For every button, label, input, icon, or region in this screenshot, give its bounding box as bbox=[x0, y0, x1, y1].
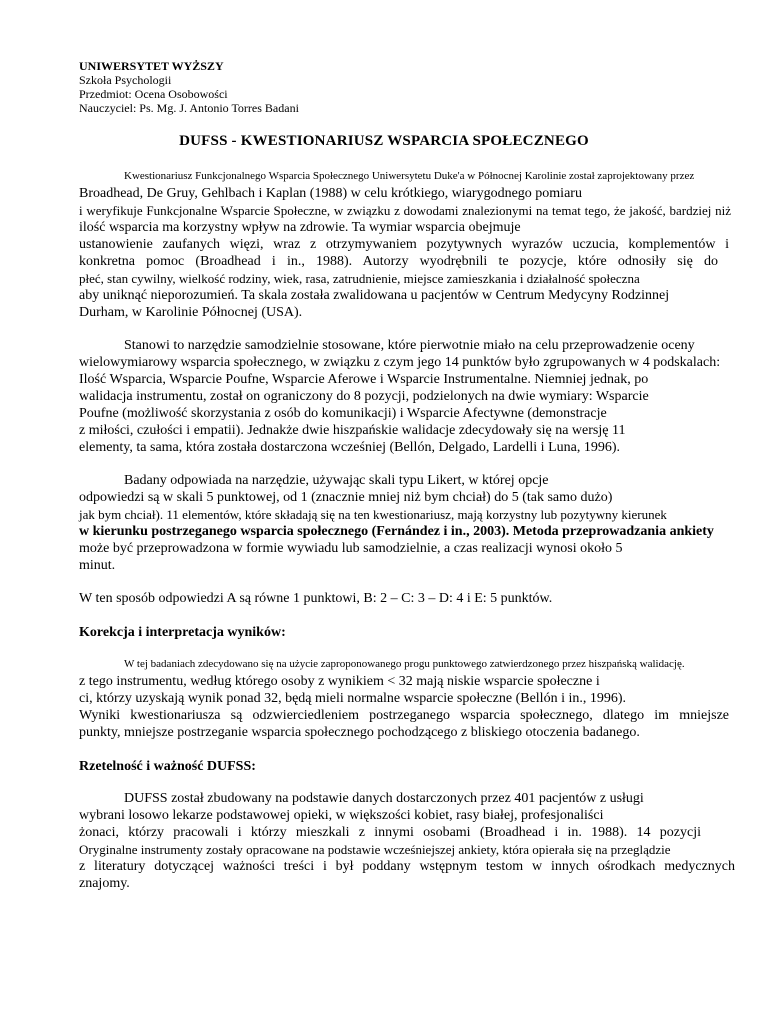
paragraph-5-line: punkty, mniejsze postrzeganie wsparcia społecznego pochodzącego z bliskiego otoczenia badanego. bbox=[79, 725, 640, 740]
paragraph-1-line: płeć, stan cywilny, wielkość rodziny, wiek, rasa, zatrudnienie, miejsce zamieszkania i działalność społeczna bbox=[79, 271, 640, 286]
section-heading-reliability: Rzetelność i ważność DUFSS: bbox=[79, 759, 256, 774]
header-school: Szkoła Psychologii bbox=[79, 73, 172, 87]
header-university: UNIWERSYTET WYŻSZY bbox=[79, 59, 224, 73]
paragraph-1-line: konkretna pomoc (Broadhead i in., 1988). Autorzy wyodrębnili te pozycje, które odnosiły się do bbox=[79, 254, 718, 269]
paragraph-1-line: ustanowienie zaufanych więzi, wraz z otrzymywaniem pozytywnych wyrazów uczucia, komplementów i bbox=[79, 237, 729, 252]
paragraph-2-line: Poufne (możliwość skorzystania z osób do komunikacji) i Wsparcie Afectywne (demonstracje bbox=[79, 406, 607, 421]
paragraph-1-line: Kwestionariusz Funkcjonalnego Wsparcia Społecznego Uniwersytetu Duke'a w Północnej Karolinie został zaprojektowany przez bbox=[124, 170, 695, 182]
paragraph-6-line: znajomy. bbox=[79, 876, 130, 891]
paragraph-5-line: W tej badaniach zdecydowano się na użycie zaproponowanego progu punktowego zatwierdzonego przez hiszpańską walidację. bbox=[124, 658, 685, 670]
paragraph-6-line: Oryginalne instrumenty zostały opracowane na podstawie wcześniejszej ankiety, która opierała się na przeglądzie bbox=[79, 842, 671, 857]
paragraph-2-line: Ilość Wsparcia, Wsparcie Poufne, Wsparcie Aferowe i Wsparcie Instrumentalne. Niemniej jednak, po bbox=[79, 372, 649, 387]
paragraph-1-line: Broadhead, De Gruy, Gehlbach i Kaplan (1988) w celu krótkiego, wiarygodnego pomiaru bbox=[79, 186, 582, 201]
paragraph-3-line: Badany odpowiada na narzędzie, używając skali typu Likert, w której opcje bbox=[124, 473, 549, 488]
section-heading-scoring: Korekcja i interpretacja wyników: bbox=[79, 625, 286, 640]
paragraph-2-line: Stanowi to narzędzie samodzielnie stosowane, które pierwotnie miało na celu przeprowadzenie oceny bbox=[124, 338, 695, 353]
paragraph-3-line: odpowiedzi są w skali 5 punktowej, od 1 (znacznie mniej niż bym chciał) do 5 (tak samo dużo) bbox=[79, 490, 613, 505]
paragraph-1-line: i weryfikuje Funkcjonalne Wsparcie Społeczne, w związku z dowodami znalezionymi na temat tego, że jakość, bardziej niż bbox=[79, 203, 731, 218]
header-teacher: Nauczyciel: Ps. Mg. J. Antonio Torres Badani bbox=[79, 101, 299, 115]
paragraph-1-line: aby uniknąć nieporozumień. Ta skala została zwalidowana u pacjentów w Centrum Medycyny Rodzinnej bbox=[79, 288, 670, 303]
paragraph-2-line: elementy, ta sama, która została dostarczona wcześniej (Bellón, Delgado, Lardelli i Luna, 1996). bbox=[79, 440, 621, 455]
document-title: DUFSS - KWESTIONARIUSZ WSPARCIA SPOŁECZNEGO bbox=[179, 133, 589, 149]
paragraph-2-line: wielowymiarowy wsparcia społecznego, w związku z czym jego 14 punktów było zgrupowanych w 4 podskalach: bbox=[79, 355, 721, 370]
paragraph-5-line: ci, którzy uzyskają wynik ponad 32, będą mieli normalne wsparcie społeczne (Bellón i in., 1996). bbox=[79, 691, 627, 706]
paragraph-4: W ten sposób odpowiedzi A są równe 1 punktowi, B: 2 – C: 3 – D: 4 i E: 5 punktów. bbox=[79, 591, 553, 606]
paragraph-5-line: Wyniki kwestionariusza są odzwierciedleniem postrzeganego wsparcia społecznego, dlatego im mniejsze bbox=[79, 708, 729, 723]
paragraph-6-line: z literatury dotyczącej ważności treści i był poddany wstępnym testom w innych ośrodkach medycznych bbox=[79, 859, 735, 874]
paragraph-6-line: żonaci, którzy pracowali i którzy mieszkali z innymi osobami (Broadhead i in. 1988). 14 pozycji bbox=[79, 825, 701, 840]
paragraph-3-line: minut. bbox=[79, 558, 116, 573]
paragraph-1-line: Durham, w Karolinie Północnej (USA). bbox=[79, 305, 303, 320]
paragraph-2-line: z miłości, czułości i empatii). Jednakże dwie hiszpańskie walidacje zdecydowały się na wersję 11 bbox=[79, 423, 626, 438]
paragraph-3-line: jak bym chciał). 11 elementów, które składają się na ten kwestionariusz, mają korzystny lub pozytywny kierunek bbox=[79, 507, 667, 522]
paragraph-6-line: DUFSS został zbudowany na podstawie danych dostarczonych przez 401 pacjentów z usługi bbox=[124, 791, 644, 806]
paragraph-3-line: w kierunku postrzeganego wsparcia społecznego (Fernández i in., 2003). Metoda przeprowadzania ankiety bbox=[79, 524, 714, 539]
header-subject: Przedmiot: Ocena Osobowości bbox=[79, 87, 228, 101]
paragraph-1-line: ilość wsparcia ma korzystny wpływ na zdrowie. Ta wymiar wsparcia obejmuje bbox=[79, 220, 521, 235]
paragraph-6-line: wybrani losowo lekarze podstawowej opieki, w większości kobiet, rasy białej, profesjonaliści bbox=[79, 808, 604, 823]
paragraph-3-line: może być przeprowadzona w formie wywiadu lub samodzielnie, a czas realizacji wynosi około 5 bbox=[79, 541, 623, 556]
paragraph-2-line: walidacja instrumentu, został on ograniczony do 8 pozycji, podzielonych na dwie wymiary: Wsparcie bbox=[79, 389, 649, 404]
paragraph-5-line: z tego instrumentu, według którego osoby z wynikiem < 32 mają niskie wsparcie społeczne i bbox=[79, 674, 600, 689]
